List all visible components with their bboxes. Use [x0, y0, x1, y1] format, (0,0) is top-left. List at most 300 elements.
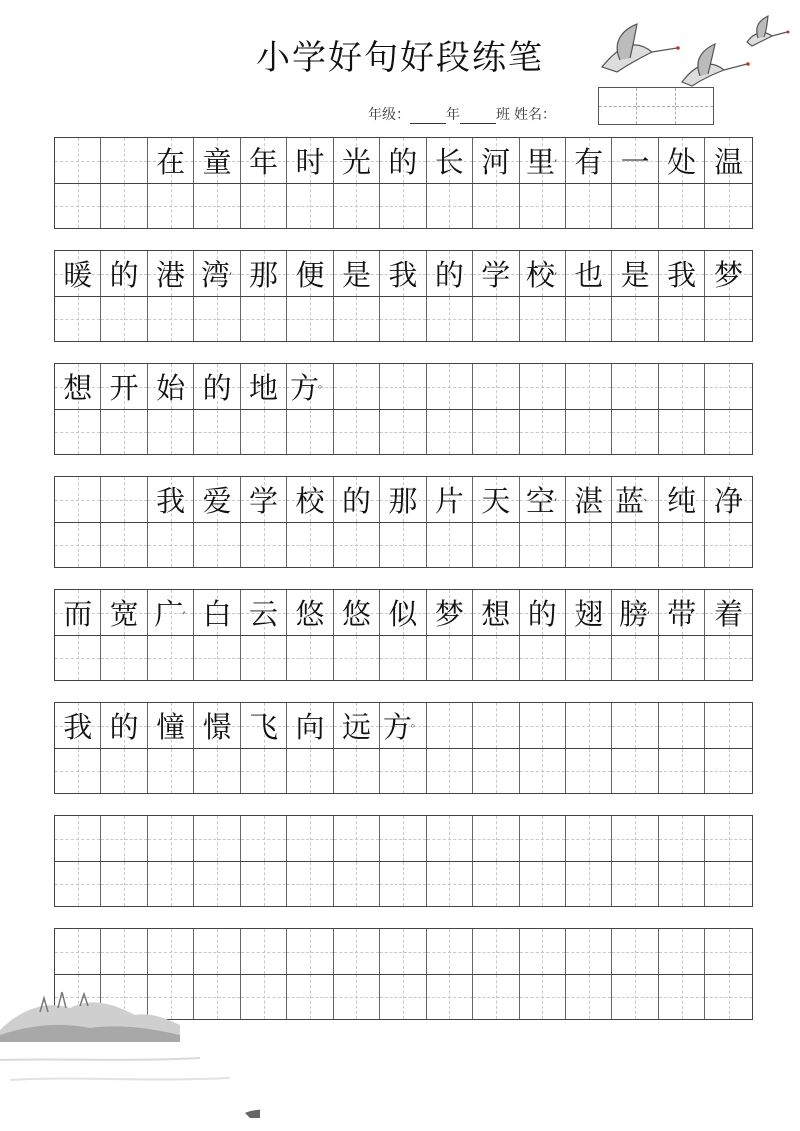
grid-cell[interactable]	[241, 929, 287, 974]
punctuation-mark: ,	[182, 603, 186, 616]
grid-cell[interactable]	[659, 251, 705, 296]
grid-cell[interactable]	[380, 251, 426, 296]
grid-cell[interactable]	[520, 184, 566, 228]
grid-cell[interactable]	[101, 816, 147, 861]
grid-cell[interactable]	[287, 703, 333, 748]
grid-cell[interactable]	[612, 929, 658, 974]
grid-cell[interactable]	[101, 703, 147, 748]
grid-cell[interactable]	[659, 590, 705, 635]
grid-char: 的	[109, 710, 139, 744]
grid-cell[interactable]	[427, 251, 473, 296]
grid-cell[interactable]	[241, 297, 287, 341]
grid-cell[interactable]	[194, 749, 240, 793]
grid-cell[interactable]	[659, 749, 705, 793]
grid-cell[interactable]	[101, 523, 147, 567]
grid-cell[interactable]	[705, 590, 751, 635]
grid-cell[interactable]	[241, 410, 287, 454]
grid-char: 悠	[341, 597, 371, 631]
grid-cell[interactable]	[55, 138, 101, 183]
grid-cell[interactable]	[473, 477, 519, 522]
grid-char: 温	[714, 145, 744, 179]
grid-cell[interactable]	[101, 410, 147, 454]
grid-cell[interactable]	[612, 590, 658, 635]
grid-cell[interactable]	[520, 364, 566, 409]
grid-cell[interactable]	[705, 636, 751, 680]
grid-cell[interactable]	[287, 138, 333, 183]
grid-cell[interactable]	[241, 862, 287, 906]
grid-cell[interactable]	[427, 477, 473, 522]
grid-cell[interactable]	[334, 184, 380, 228]
grid-char: 那	[249, 258, 279, 292]
grid-cell[interactable]	[334, 297, 380, 341]
text-row	[55, 703, 752, 749]
grid-cell[interactable]	[148, 929, 194, 974]
grid-cell[interactable]	[241, 184, 287, 228]
grid-char: 处	[667, 145, 697, 179]
grid-cell[interactable]	[334, 816, 380, 861]
grid-cell[interactable]	[612, 364, 658, 409]
grid-cell[interactable]	[427, 703, 473, 748]
grid-cell[interactable]	[566, 862, 612, 906]
grid-cell[interactable]	[520, 523, 566, 567]
grid-cell[interactable]	[566, 477, 612, 522]
grid-cell[interactable]	[334, 862, 380, 906]
grid-cell[interactable]	[566, 749, 612, 793]
grid-cell[interactable]	[287, 590, 333, 635]
grid-cell[interactable]	[380, 975, 426, 1019]
grid-cell[interactable]	[705, 523, 751, 567]
grid-cell[interactable]	[427, 523, 473, 567]
grid-cell[interactable]	[148, 636, 194, 680]
grid-cell[interactable]	[55, 862, 101, 906]
grid-cell[interactable]	[380, 703, 426, 748]
grid-char: 带	[667, 597, 697, 631]
grid-cell[interactable]	[520, 703, 566, 748]
grid-cell[interactable]	[148, 703, 194, 748]
grid-cell[interactable]	[148, 138, 194, 183]
writing-band	[54, 137, 753, 229]
grid-cell[interactable]	[380, 184, 426, 228]
practice-row	[55, 749, 752, 793]
grid-cell[interactable]	[612, 477, 658, 522]
grid-cell[interactable]	[148, 297, 194, 341]
grid-cell[interactable]	[705, 975, 751, 1019]
grid-cell[interactable]	[520, 749, 566, 793]
grid-cell[interactable]	[566, 703, 612, 748]
grid-cell[interactable]	[334, 749, 380, 793]
grid-cell[interactable]	[566, 816, 612, 861]
grid-cell[interactable]	[101, 297, 147, 341]
grid-cell[interactable]	[55, 816, 101, 861]
grid-cell[interactable]	[55, 523, 101, 567]
grid-cell[interactable]	[427, 297, 473, 341]
grid-cell[interactable]	[520, 138, 566, 183]
grid-cell[interactable]	[287, 184, 333, 228]
grid-cell[interactable]	[705, 251, 751, 296]
text-row	[55, 138, 752, 184]
punctuation-mark: ,	[554, 151, 558, 164]
grid-cell[interactable]	[194, 862, 240, 906]
grid-cell[interactable]	[148, 749, 194, 793]
grid-cell[interactable]	[194, 138, 240, 183]
grid-cell[interactable]	[241, 251, 287, 296]
grid-cell[interactable]	[705, 929, 751, 974]
grid-cell[interactable]	[148, 816, 194, 861]
grid-char: 白	[202, 597, 232, 631]
grid-cell[interactable]	[473, 251, 519, 296]
grid-cell[interactable]	[241, 364, 287, 409]
grid-cell[interactable]	[287, 929, 333, 974]
grid-cell[interactable]	[334, 364, 380, 409]
grid-cell[interactable]	[194, 816, 240, 861]
grid-cell[interactable]	[566, 138, 612, 183]
grid-cell[interactable]	[194, 523, 240, 567]
grid-cell[interactable]	[194, 251, 240, 296]
grid-cell[interactable]	[380, 749, 426, 793]
grid-cell[interactable]	[380, 297, 426, 341]
grid-cell[interactable]	[566, 975, 612, 1019]
landscape-illustration	[0, 980, 260, 1131]
grid-cell[interactable]	[612, 523, 658, 567]
grid-cell[interactable]	[705, 184, 751, 228]
grid-cell[interactable]	[520, 816, 566, 861]
grid-char: 天	[481, 484, 511, 518]
grid-cell[interactable]	[473, 975, 519, 1019]
grid-cell[interactable]	[287, 636, 333, 680]
grid-char: 想	[63, 371, 93, 405]
grid-cell[interactable]	[659, 816, 705, 861]
grid-cell[interactable]	[427, 636, 473, 680]
grid-cell[interactable]	[55, 636, 101, 680]
grid-cell[interactable]	[612, 138, 658, 183]
grid-cell[interactable]	[241, 477, 287, 522]
grid-cell[interactable]	[334, 523, 380, 567]
grid-cell[interactable]	[380, 364, 426, 409]
grid-char: 蓝	[615, 484, 645, 518]
grid-char: 湛	[574, 484, 604, 518]
grid-cell[interactable]	[427, 975, 473, 1019]
grid-cell[interactable]	[612, 251, 658, 296]
grid-cell[interactable]	[520, 251, 566, 296]
grid-char: 梦	[434, 597, 464, 631]
grid-cell[interactable]	[241, 703, 287, 748]
grid-cell[interactable]	[612, 816, 658, 861]
grid-cell[interactable]	[241, 590, 287, 635]
grid-char: 时	[295, 145, 325, 179]
grid-cell[interactable]	[241, 523, 287, 567]
grid-cell[interactable]	[473, 816, 519, 861]
grid-cell[interactable]	[520, 590, 566, 635]
grid-cell[interactable]	[566, 590, 612, 635]
grid-cell[interactable]	[101, 929, 147, 974]
grid-cell[interactable]	[101, 862, 147, 906]
grid-cell[interactable]	[55, 929, 101, 974]
grid-cell[interactable]	[55, 251, 101, 296]
writing-band	[54, 589, 753, 681]
grid-cell[interactable]	[705, 364, 751, 409]
grid-cell[interactable]	[55, 184, 101, 228]
grid-cell[interactable]	[287, 477, 333, 522]
grid-cell[interactable]	[148, 590, 194, 635]
grid-char: 的	[527, 597, 557, 631]
grid-char: 的	[202, 371, 232, 405]
grid-cell[interactable]	[334, 251, 380, 296]
grid-cell[interactable]	[55, 410, 101, 454]
grid-cell[interactable]	[380, 636, 426, 680]
grid-cell[interactable]	[194, 184, 240, 228]
grid-char: 我	[667, 258, 697, 292]
grid-cell[interactable]	[705, 477, 751, 522]
grid-char: 那	[388, 484, 418, 518]
grid-cell[interactable]	[380, 862, 426, 906]
year-label: 年	[446, 107, 460, 123]
grid-cell[interactable]	[427, 184, 473, 228]
grid-cell[interactable]	[520, 929, 566, 974]
grid-cell[interactable]	[287, 297, 333, 341]
grid-cell[interactable]	[427, 816, 473, 861]
punctuation-mark: ,	[228, 264, 233, 277]
grid-cell[interactable]	[566, 410, 612, 454]
grid-cell[interactable]	[705, 749, 751, 793]
grid-cell[interactable]	[705, 138, 751, 183]
writing-band	[54, 815, 753, 907]
grid-cell[interactable]	[473, 410, 519, 454]
grid-char: 悠	[295, 597, 325, 631]
name-box-cell[interactable]	[676, 88, 713, 124]
grid-cell[interactable]	[287, 816, 333, 861]
grid-cell[interactable]	[334, 975, 380, 1019]
grid-char: 我	[156, 484, 186, 518]
grid-char: 想	[481, 597, 511, 631]
grid-cell[interactable]	[659, 975, 705, 1019]
grid-cell[interactable]	[659, 477, 705, 522]
grid-char: 学	[249, 484, 279, 518]
grid-char: 的	[341, 484, 371, 518]
grid-cell[interactable]	[566, 364, 612, 409]
grid-cell[interactable]	[194, 410, 240, 454]
grid-cell[interactable]	[659, 138, 705, 183]
text-row	[55, 251, 752, 297]
practice-row	[55, 523, 752, 567]
grid-cell[interactable]	[55, 703, 101, 748]
grid-cell[interactable]	[55, 590, 101, 635]
grid-cell[interactable]	[473, 523, 519, 567]
grid-cell[interactable]	[380, 816, 426, 861]
grid-cell[interactable]	[334, 138, 380, 183]
grid-cell[interactable]	[334, 477, 380, 522]
punctuation-mark: 。	[318, 377, 329, 390]
grid-cell[interactable]	[612, 749, 658, 793]
grid-char: 似	[388, 597, 418, 631]
grid-char: 一	[620, 145, 650, 179]
grid-cell[interactable]	[287, 364, 333, 409]
grid-cell[interactable]	[705, 703, 751, 748]
grid-cell[interactable]	[101, 364, 147, 409]
grid-cell[interactable]	[194, 636, 240, 680]
grid-cell[interactable]	[566, 184, 612, 228]
practice-row	[55, 636, 752, 680]
grid-cell[interactable]	[473, 749, 519, 793]
grid-cell[interactable]	[334, 636, 380, 680]
grid-cell[interactable]	[612, 703, 658, 748]
grid-char: 我	[388, 258, 418, 292]
grid-cell[interactable]	[241, 749, 287, 793]
grid-cell[interactable]	[55, 749, 101, 793]
grid-cell[interactable]	[55, 364, 101, 409]
class-blank[interactable]	[460, 109, 496, 124]
grid-cell[interactable]	[612, 184, 658, 228]
grid-cell[interactable]	[380, 929, 426, 974]
grid-char: 云	[249, 597, 279, 631]
grid-cell[interactable]	[659, 929, 705, 974]
grid-cell[interactable]	[612, 636, 658, 680]
grid-cell[interactable]	[101, 749, 147, 793]
grid-cell[interactable]	[287, 749, 333, 793]
grid-cell[interactable]	[427, 138, 473, 183]
practice-row	[55, 184, 752, 228]
name-boxes[interactable]	[598, 87, 714, 125]
grid-cell[interactable]	[473, 703, 519, 748]
grid-cell[interactable]	[427, 590, 473, 635]
grid-cell[interactable]	[380, 590, 426, 635]
punctuation-mark: ,	[646, 603, 651, 616]
grid-cell[interactable]	[705, 410, 751, 454]
grid-cell[interactable]	[566, 297, 612, 341]
grade-blank[interactable]	[410, 109, 446, 124]
grid-cell[interactable]	[612, 975, 658, 1019]
grid-cell[interactable]	[101, 184, 147, 228]
text-row	[55, 590, 752, 636]
grid-cell[interactable]	[566, 523, 612, 567]
grid-cell[interactable]	[520, 477, 566, 522]
grid-cell[interactable]	[473, 590, 519, 635]
grid-cell[interactable]	[659, 862, 705, 906]
grid-cell[interactable]	[612, 410, 658, 454]
grid-cell[interactable]	[334, 590, 380, 635]
grid-cell[interactable]	[705, 816, 751, 861]
grid-cell[interactable]	[520, 862, 566, 906]
grid-cell[interactable]	[101, 138, 147, 183]
grid-cell[interactable]	[380, 410, 426, 454]
grid-char: 片	[434, 484, 464, 518]
grid-cell[interactable]	[55, 297, 101, 341]
text-row	[55, 364, 752, 410]
grid-char: 膀	[618, 597, 648, 631]
grid-cell[interactable]	[612, 862, 658, 906]
grid-cell[interactable]	[148, 410, 194, 454]
grid-cell[interactable]	[473, 929, 519, 974]
punctuation-mark: 、	[643, 490, 655, 503]
grid-cell[interactable]	[241, 138, 287, 183]
grid-cell[interactable]	[287, 523, 333, 567]
grid-char: 港	[156, 258, 186, 292]
grid-cell[interactable]	[287, 975, 333, 1019]
grid-cell[interactable]	[427, 862, 473, 906]
grid-cell[interactable]	[705, 297, 751, 341]
grid-cell[interactable]	[659, 297, 705, 341]
grid-cell[interactable]	[334, 703, 380, 748]
grid-cell[interactable]	[659, 523, 705, 567]
grid-cell[interactable]	[241, 816, 287, 861]
grid-char: 宽	[109, 597, 139, 631]
writing-band	[54, 250, 753, 342]
grid-cell[interactable]	[194, 703, 240, 748]
grid-cell[interactable]	[148, 477, 194, 522]
grid-cell[interactable]	[427, 929, 473, 974]
grid-cell[interactable]	[194, 929, 240, 974]
grid-cell[interactable]	[659, 410, 705, 454]
grid-char: 河	[481, 145, 511, 179]
grid-cell[interactable]	[520, 410, 566, 454]
grid-cell[interactable]	[334, 929, 380, 974]
grid-cell[interactable]	[148, 523, 194, 567]
grid-cell[interactable]	[101, 251, 147, 296]
grid-cell[interactable]	[194, 297, 240, 341]
grid-cell[interactable]	[566, 251, 612, 296]
grid-cell[interactable]	[287, 410, 333, 454]
writing-band	[54, 702, 753, 794]
grid-cell[interactable]	[380, 138, 426, 183]
grid-cell[interactable]	[473, 297, 519, 341]
grid-cell[interactable]	[287, 251, 333, 296]
grid-cell[interactable]	[194, 477, 240, 522]
grid-cell[interactable]	[520, 297, 566, 341]
grid-cell[interactable]	[659, 703, 705, 748]
grid-cell[interactable]	[659, 364, 705, 409]
grid-cell[interactable]	[427, 749, 473, 793]
grid-cell[interactable]	[427, 410, 473, 454]
grid-cell[interactable]	[101, 477, 147, 522]
grid-cell[interactable]	[287, 862, 333, 906]
grid-cell[interactable]	[659, 184, 705, 228]
grid-cell[interactable]	[705, 862, 751, 906]
grid-cell[interactable]	[101, 636, 147, 680]
grid-cell[interactable]	[520, 975, 566, 1019]
grid-cell[interactable]	[612, 297, 658, 341]
grid-cell[interactable]	[101, 590, 147, 635]
name-box-cell[interactable]	[637, 88, 675, 124]
grid-cell[interactable]	[194, 364, 240, 409]
writing-band	[54, 363, 753, 455]
grid-char: 童	[202, 145, 232, 179]
grid-char: 里	[526, 145, 556, 179]
grid-cell[interactable]	[473, 636, 519, 680]
grid-cell[interactable]	[473, 138, 519, 183]
name-label: 姓名：	[514, 107, 556, 123]
grid-cell[interactable]	[659, 636, 705, 680]
grid-cell[interactable]	[148, 364, 194, 409]
grid-cell[interactable]	[148, 184, 194, 228]
grid-cell[interactable]	[473, 364, 519, 409]
grid-cell[interactable]	[380, 477, 426, 522]
grid-cell[interactable]	[334, 410, 380, 454]
grid-cell[interactable]	[148, 862, 194, 906]
text-row	[55, 929, 752, 975]
name-box-cell[interactable]	[599, 88, 637, 124]
grid-cell[interactable]	[520, 636, 566, 680]
grid-cell[interactable]	[241, 636, 287, 680]
grid-cell[interactable]	[473, 862, 519, 906]
grid-cell[interactable]	[380, 523, 426, 567]
grid-cell[interactable]	[473, 184, 519, 228]
grid-cell[interactable]	[148, 251, 194, 296]
grid-cell[interactable]	[566, 636, 612, 680]
grid-char: 长	[434, 145, 464, 179]
grid-cell[interactable]	[194, 590, 240, 635]
grid-cell[interactable]	[566, 929, 612, 974]
grid-cell[interactable]	[427, 364, 473, 409]
grid-cell[interactable]	[55, 477, 101, 522]
